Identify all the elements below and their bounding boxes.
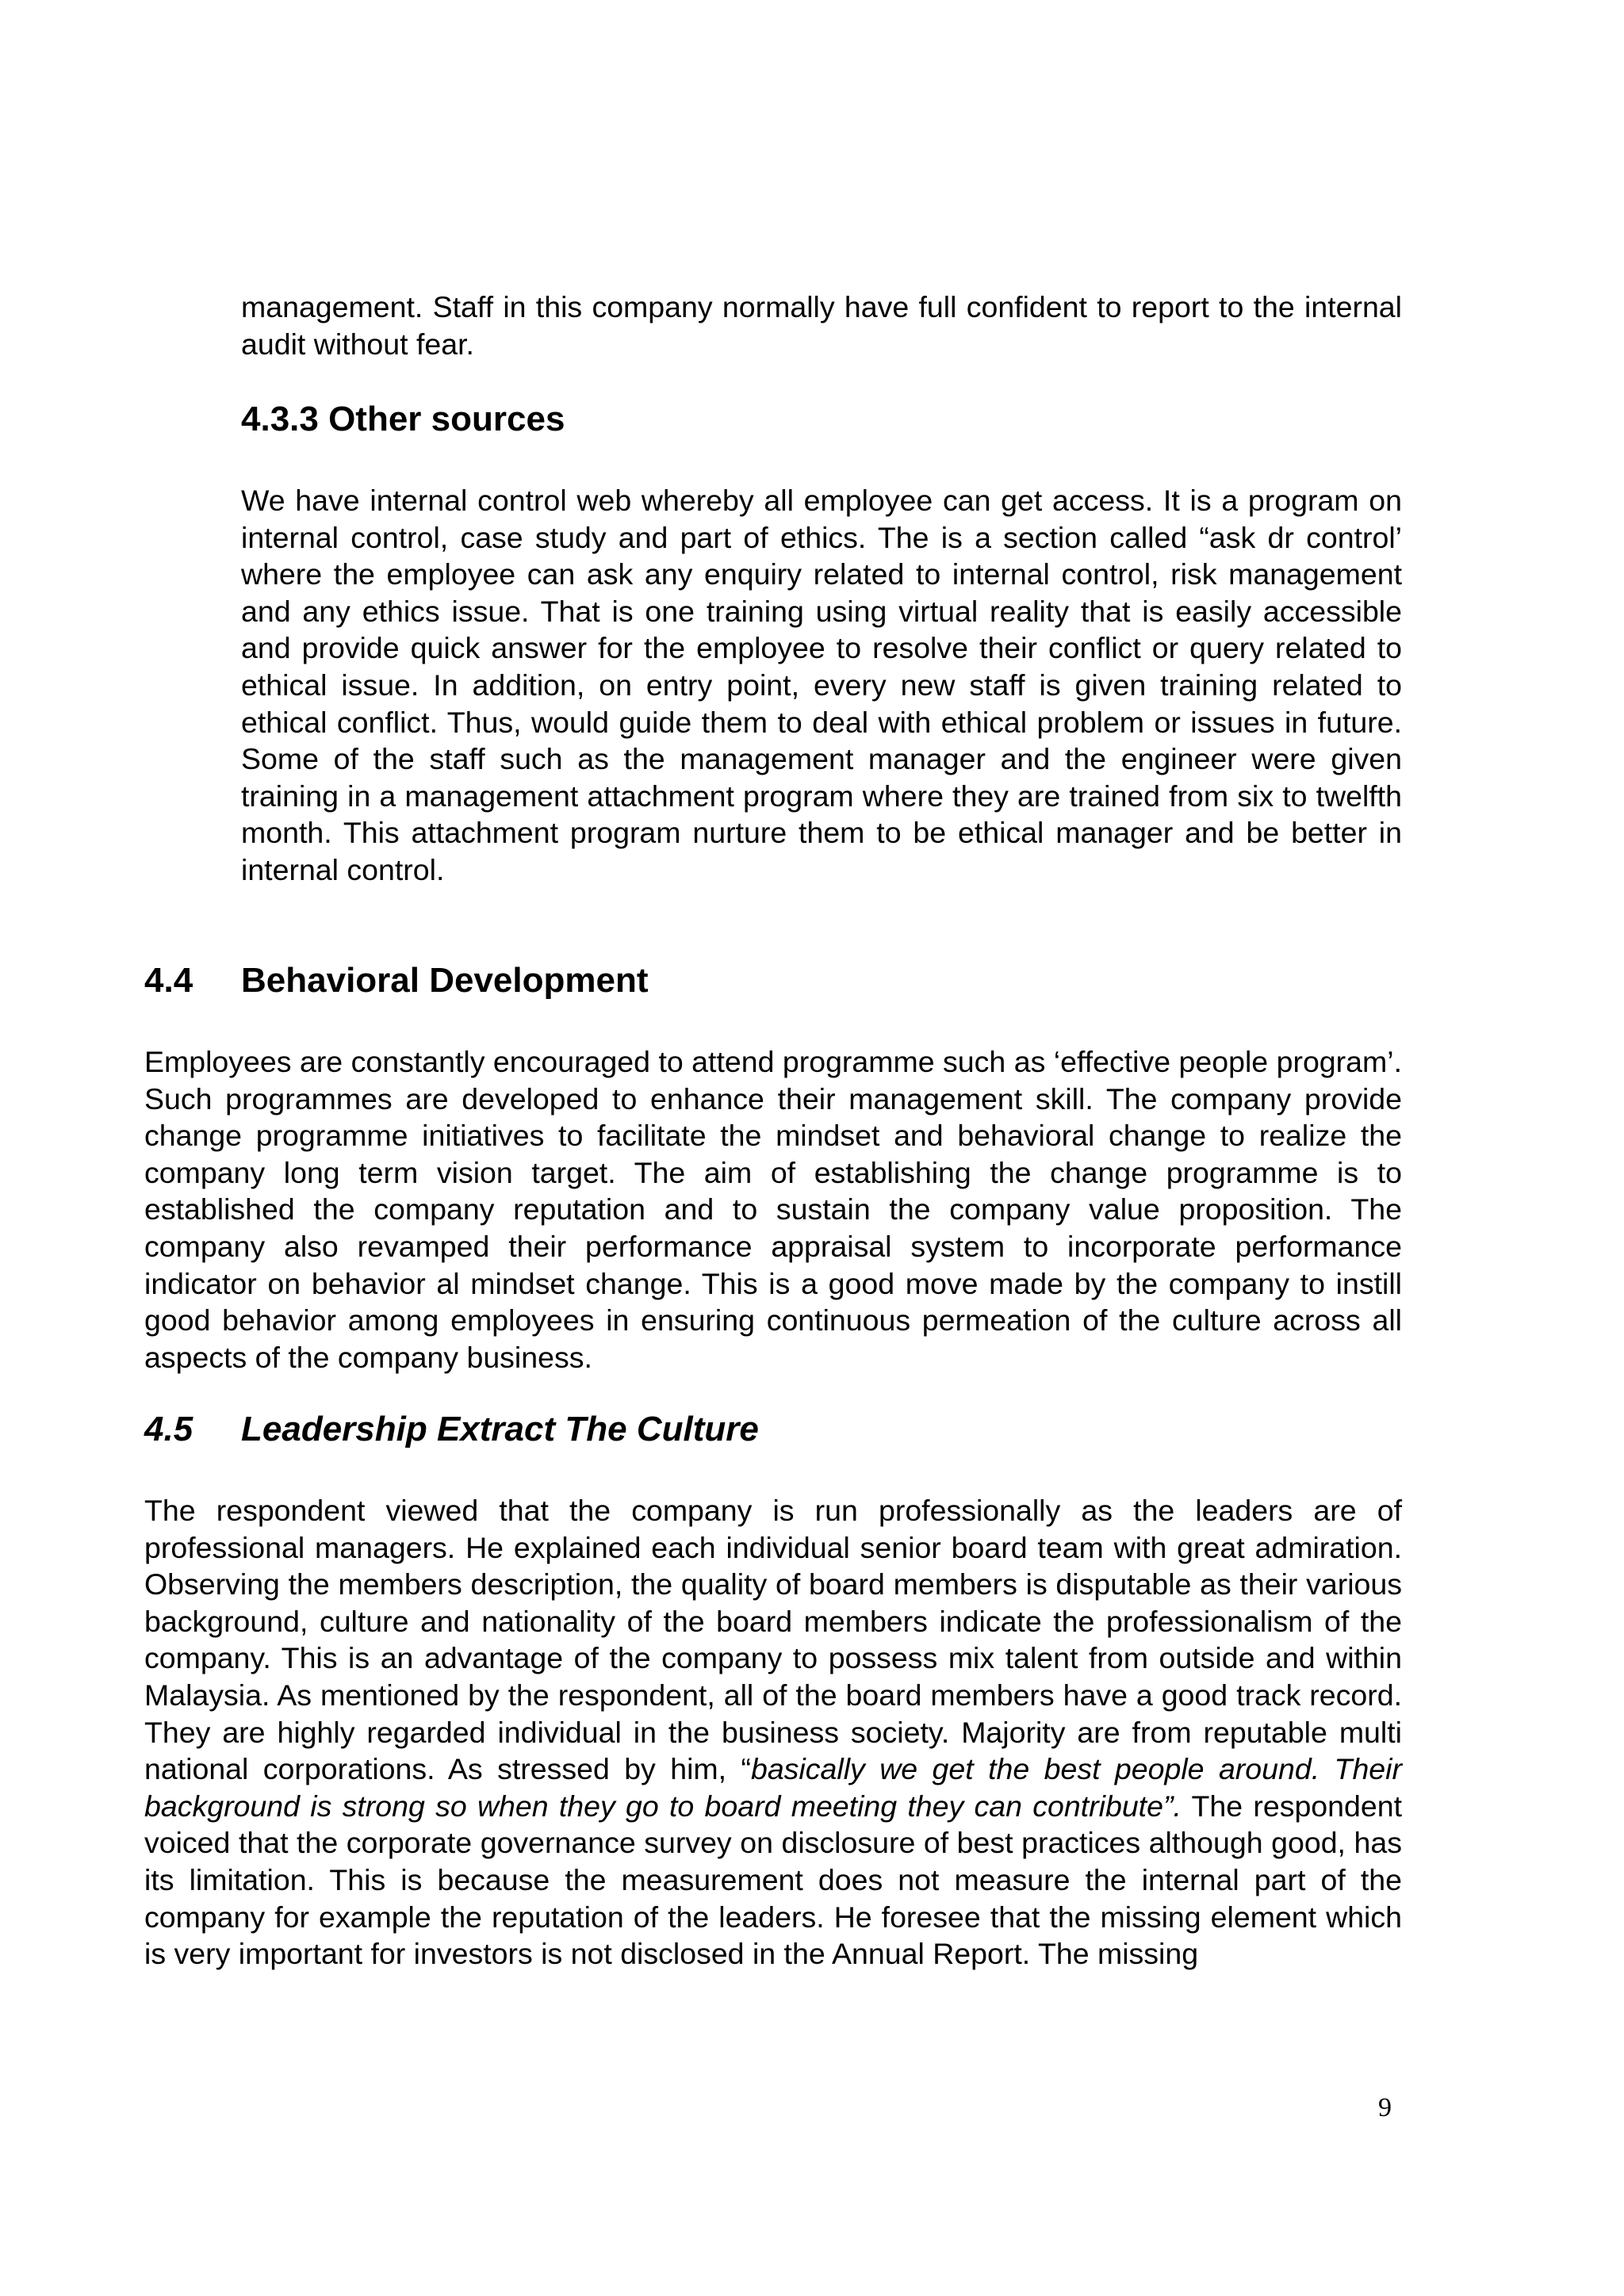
section-number: 4.5 [144, 1410, 193, 1448]
section-title: Leadership Extract The Culture [241, 1410, 759, 1448]
section-heading-4-3-3: 4.3.3 Other sources [241, 400, 565, 438]
section-title: Behavioral Development [241, 961, 649, 1000]
section-number: 4.4 [144, 961, 193, 1000]
section-heading-4-5 [144, 1410, 759, 1449]
page-number: 9 [1378, 2093, 1392, 2122]
section-heading-4-4 [144, 961, 649, 1001]
respondent-quote: basically we get the best people around. Their background is strong so when they go to board meeting they can contribute”. [144, 1752, 1402, 1823]
intro-paragraph: management. Staff in this company normally have full confident to report to the internal audit without fear. [241, 290, 1402, 361]
paragraph-text-part2: The respondent voiced that the corporate governance survey on disclosure of best practices although good, has its limitation. This is because the measurement does not measure the internal part of the company for example the reputation of the leaders. He foresee that the missing element which is very important for investors is not disclosed in the Annual Report. The missing [144, 1789, 1402, 1971]
paragraph-text-part1: The respondent viewed that the company is run professionally as the leaders are of professional managers. He explained each individual senior board team with great admiration. Observing the members description, the quality of board members is disputable as their various background, culture and nationality of the board members indicate the professionalism of the company. This is an advantage of the company to possess mix talent from outside and within Malaysia. As mentioned by the respondent, all of the board members have a good track record. They are highly regarded individual in the business society. Majority are from reputable multi national corporations. As stressed by him, “ [144, 1494, 1402, 1786]
section-4-3-3-paragraph: We have internal control web whereby all employee can get access. It is a program on internal control, case study and part of ethics. The is a section called “ask dr control’ where the employee can ask any enquiry related to internal control, risk management and any ethics issue. That is one training using virtual reality that is easily accessible and provide quick answer for the employee to resolve their conflict or query related to ethical issue. In addition, on entry point, every new staff is given training related to ethical conflict. Thus, would guide them to deal with ethical problem or issues in future. Some of the staff such as the management manager and the engineer were given training in a management attachment program where they are trained from six to twelfth month. This attachment program nurture them to be ethical manager and be better in internal control. [241, 484, 1402, 886]
section-4-5-paragraph [144, 1492, 1402, 1973]
section-4-4-paragraph: Employees are constantly encouraged to attend programme such as ‘effective people program’. Such programmes are developed to enhance their management skill. The company provide change programme initiatives to facilitate the mindset and behavioral change to realize the company long term vision target. The aim of establishing the change programme is to established the company reputation and to sustain the company value proposition. The company also revamped their performance appraisal system to incorporate performance indicator on behavior al mindset change. This is a good move made by the company to instill good behavior among employees in ensuring continuous permeation of the culture across all aspects of the company business. [144, 1045, 1402, 1374]
